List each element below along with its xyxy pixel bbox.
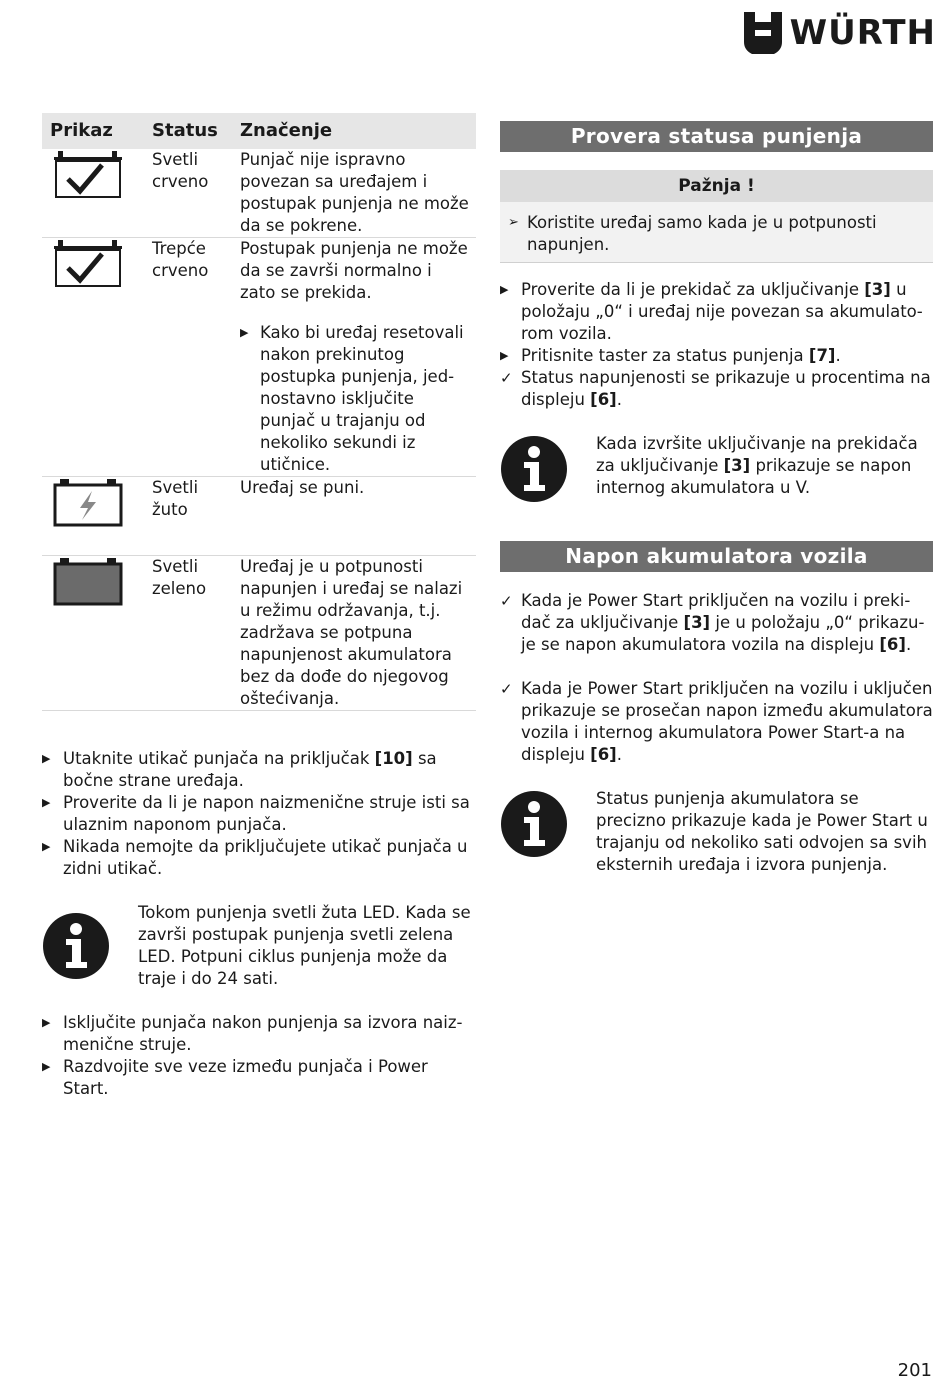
after-charge-list [42,1012,476,1100]
meaning-cell [232,238,476,477]
triangle-bullet-icon: ▶ [42,1016,51,1029]
reference-number: [7] [808,346,836,365]
meaning-cell: Punjač nije ispravno povezan sa uređajem i postupak punjenja ne može da se pokrene. [232,149,476,238]
column-header-status: Status [144,113,232,149]
triangle-bullet-icon: ▶ [42,752,51,765]
info-icon [42,912,110,980]
reference-number: [10] [374,749,413,768]
list-text: Razdvojite sve veze između punjača i Power Start. [63,1057,428,1098]
page-number: 201 [897,1360,932,1381]
chevron-right-icon: ➢ [508,215,519,230]
info-text-part: prikazuje se napon internog akumulatora u V. [596,456,912,497]
attention-body [500,202,933,263]
instruction-list [42,748,476,880]
attention-box [500,170,933,263]
info-text [596,433,933,499]
list-text: Isključite punjača nakon punjenja sa izvora naizmenične struje. [63,1013,463,1054]
list-text: Kada je Power Start priključen na vozilu i prekidač za uključivanje [521,591,911,632]
reset-instruction-text: Kako bi uređaj resetovali nakon prekinutog postupka punjenja, jednostavno isključite punjač u trajanju od nekoliko sekundi iz utičnice. [260,323,464,474]
info-note [500,788,933,876]
left-column [42,113,476,1100]
list-item [42,792,476,836]
info-note [42,902,476,990]
status-cell [144,477,232,556]
attention-title: Pažnja ! [678,176,755,196]
wurth-logo [744,12,936,54]
calendar-check-icon [52,149,124,201]
status-cell [144,238,232,477]
status-color: crveno [152,172,209,191]
status-line: Svetli [152,557,199,576]
list-text: Status napunjenosti se prikazuje u procentima na displeju [521,368,931,409]
list-text: Nikada nemojte da priključujete utikač punjača u zidni utikač. [63,837,468,878]
list-text: je u položaju „0“ prikazuje se napon akumulatora vozila na displeju [521,613,925,654]
brand-name: WÜRTH [789,13,936,53]
triangle-bullet-icon: ▶ [42,840,51,853]
list-text: . [835,346,841,365]
reference-number: [3] [683,613,711,632]
triangle-bullet-icon: ▶ [42,796,51,809]
list-text: . [616,390,622,409]
list-item [42,1056,476,1100]
battery-full-icon [52,556,124,608]
status-color: žuto [152,500,188,519]
info-icon [500,790,568,858]
list-text: . [905,635,912,654]
list-text: Kada je Power Start priključen na vozilu i uključen prikazuje se prosečan napon između akumulatora vozila i internog akumulatora Power Start-a na displeju [521,679,933,764]
list-item [500,590,933,656]
status-line: Trepće [152,239,206,258]
list-item [42,836,476,880]
table-row [42,556,476,711]
status-line: Svetli [152,478,199,497]
list-text: Proverite da li je napon naizmenične struje isti sa ulaznim naponom punjača. [63,793,470,834]
info-icon [500,435,568,503]
right-column [500,121,933,876]
status-color: zeleno [152,579,207,598]
section-title-vehicle-voltage: Napon akumulatora vozila [500,541,933,572]
checkmark-icon: ✓ [500,680,513,698]
list-text: Utaknite utikač punjača na priključak [63,749,375,768]
table-row [42,149,476,238]
checkmark-icon: ✓ [500,369,513,387]
list-text: u položaju „0“ i uređaj nije povezan sa akumulatorom vozila. [521,280,923,343]
reference-number: [3] [864,280,891,299]
list-item [500,678,933,766]
reference-number: [6] [590,390,617,409]
list-item [42,748,476,792]
triangle-bullet-icon: ▶ [42,1060,51,1073]
reference-number: [6] [590,745,617,764]
list-text: . [616,745,622,764]
meaning-cell: Uređaj je u potpunosti napunjen i uređaj se nalazi u režimu održavanja, t.j. zadržava se potpuna napunjenost akumulatora bez da dođe do njegovog oštećivanja. [232,556,476,711]
status-cell [144,556,232,711]
list-text: sa bočne strane uređaja. [63,749,437,790]
info-note [500,433,933,503]
info-text: Status punjenja akumulatora se precizno prikazuje kada je Power Start u trajanju od nekoliko sati odvojen sa svih eksternih uređaja i izvora punjenja. [596,789,928,874]
list-item [500,345,933,367]
list-item [42,1012,476,1056]
triangle-bullet-icon: ▶ [240,326,249,339]
reference-number: [3] [723,456,751,475]
list-item [500,367,933,411]
table-header-row [42,113,476,149]
status-table [42,113,476,711]
table-row [42,238,476,477]
checkmark-icon: ✓ [500,592,513,610]
status-line: Svetli [152,150,199,169]
column-header-znacenje: Značenje [232,113,476,149]
calendar-check-icon [52,238,124,290]
list-item [500,279,933,345]
triangle-bullet-icon: ▶ [500,283,509,296]
status-cell [144,149,232,238]
charge-status-steps [500,279,933,411]
battery-charging-icon [52,477,124,529]
attention-text: Koristite uređaj samo kada je u potpunosti napunjen. [527,213,877,254]
info-text: Tokom punjenja svetli žuta LED. Kada se završi postupak punjenja svetli zelena LED. Potpuni ciklus punjenja može da traje i do 24 sati. [138,903,471,988]
wurth-emblem-icon [744,12,782,54]
meaning-text: Postupak punjenja ne može da se završi normalno i zato se prekida. [240,239,468,302]
section-title-charge-status: Provera statusa punjenja [500,121,933,152]
column-header-prikaz: Prikaz [42,113,144,149]
meaning-cell: Uređaj se puni. [232,477,476,556]
table-row [42,477,476,556]
list-text: Pritisnite taster za status punjenja [521,346,809,365]
reference-number: [6] [879,635,906,654]
triangle-bullet-icon: ▶ [500,349,509,362]
reset-instruction [240,322,472,476]
info-text-part: Kada izvršite uključivanje na prekidača za uključivanje [596,434,918,475]
status-color: crveno [152,261,209,280]
vehicle-voltage-results [500,590,933,766]
list-text: Proverite da li je prekidač za uključivanje [521,280,865,299]
